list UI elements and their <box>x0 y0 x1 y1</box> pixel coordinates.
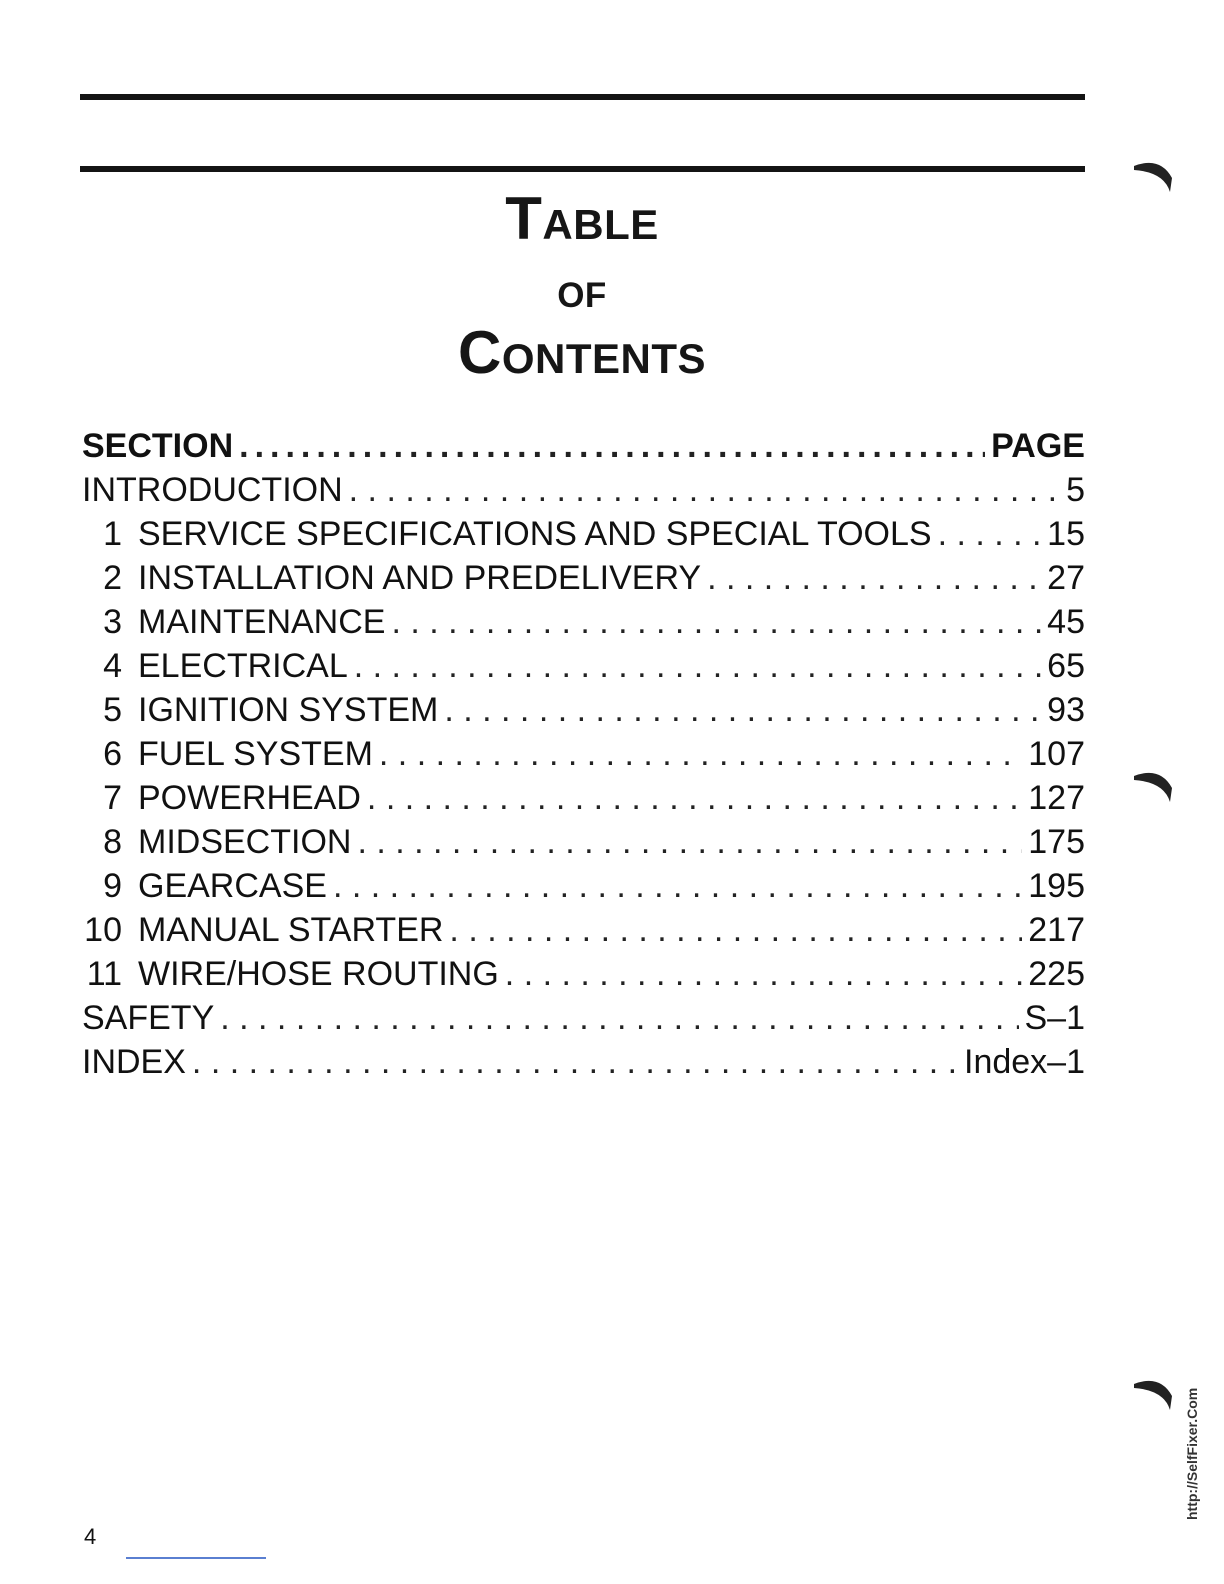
section-number: 11 <box>86 955 122 993</box>
section-title: SERVICE SPECIFICATIONS AND SPECIAL TOOLS <box>138 515 932 553</box>
page-reference: 175 <box>1028 823 1085 861</box>
binder-hole-icon <box>1130 156 1180 196</box>
section-title: POWERHEAD <box>138 779 361 817</box>
top-rule <box>80 94 1085 100</box>
dot-leader <box>354 644 1041 688</box>
section-title: GEARCASE <box>138 867 327 905</box>
page-reference: 45 <box>1047 603 1085 641</box>
dot-leader <box>333 864 1022 908</box>
section-number: 9 <box>103 867 122 905</box>
dot-leader <box>444 688 1041 732</box>
toc-entry[interactable] <box>82 908 1085 952</box>
page-number: 4 <box>84 1524 97 1549</box>
dot-leader <box>505 952 1022 996</box>
page-reference: 195 <box>1028 867 1085 905</box>
page-reference: 15 <box>1047 515 1085 553</box>
section-title: SAFETY <box>82 999 215 1037</box>
toc-entry[interactable] <box>82 820 1085 864</box>
section-title: ELECTRICAL <box>138 647 348 685</box>
toc-entry[interactable] <box>82 864 1085 908</box>
section-title: MANUAL STARTER <box>138 911 444 949</box>
section-number: 8 <box>103 823 122 861</box>
section-title: INDEX <box>82 1043 186 1081</box>
section-number: 5 <box>103 691 122 729</box>
toc-entry[interactable] <box>82 1040 1085 1084</box>
toc-entry[interactable] <box>82 776 1085 820</box>
toc-entry[interactable] <box>82 468 1085 512</box>
page-reference: 217 <box>1028 911 1085 949</box>
page-reference: 225 <box>1028 955 1085 993</box>
page-reference: S–1 <box>1024 999 1085 1037</box>
section-number: 1 <box>103 515 122 553</box>
section-title: FUEL SYSTEM <box>138 735 373 773</box>
dot-leader <box>192 1040 958 1084</box>
title-line-1: Table <box>505 185 659 252</box>
page-reference: 27 <box>1047 559 1085 597</box>
watermark-url[interactable]: http://SelfFixer.Com <box>1184 1387 1200 1520</box>
section-number: 7 <box>103 779 122 817</box>
section-title: INTRODUCTION <box>82 471 343 509</box>
page-reference: 65 <box>1047 647 1085 685</box>
toc-entry[interactable] <box>82 688 1085 732</box>
page-reference: 93 <box>1047 691 1085 729</box>
section-number: 2 <box>103 559 122 597</box>
dot-leader <box>357 820 1022 864</box>
section-header: SECTION <box>82 427 234 465</box>
dot-leader <box>938 512 1042 556</box>
section-number: 10 <box>84 911 122 949</box>
toc-entry[interactable] <box>82 732 1085 776</box>
section-title: MAINTENANCE <box>138 603 386 641</box>
dot-leader <box>220 996 1018 1040</box>
dot-leader <box>379 732 1022 776</box>
second-rule <box>80 166 1085 172</box>
footer-line <box>126 1557 266 1559</box>
section-number: 6 <box>103 735 122 773</box>
dot-leader <box>707 556 1041 600</box>
dot-leader <box>349 468 1060 512</box>
toc-entry[interactable] <box>82 952 1085 996</box>
section-title: WIRE/HOSE ROUTING <box>138 955 499 993</box>
page-reference: 107 <box>1028 735 1085 773</box>
toc-entry[interactable] <box>82 644 1085 688</box>
dot-leader <box>239 424 985 468</box>
page-reference: Index–1 <box>964 1043 1085 1081</box>
section-title: IGNITION SYSTEM <box>138 691 439 729</box>
dot-leader <box>391 600 1041 644</box>
toc-header <box>82 424 1085 468</box>
page-reference: 127 <box>1028 779 1085 817</box>
section-number: 4 <box>103 647 122 685</box>
title-line-2: of <box>557 262 607 318</box>
section-title: INSTALLATION AND PREDELIVERY <box>138 559 702 597</box>
section-number: 3 <box>103 603 122 641</box>
binder-hole-icon <box>1130 766 1180 806</box>
dot-leader <box>449 908 1022 952</box>
toc-entry[interactable] <box>82 512 1085 556</box>
toc-entry[interactable] <box>82 996 1085 1040</box>
page-header: PAGE <box>991 427 1085 465</box>
table-of-contents <box>82 424 1085 1084</box>
section-title: MIDSECTION <box>138 823 352 861</box>
toc-entry[interactable] <box>82 556 1085 600</box>
page-reference: 5 <box>1066 471 1085 509</box>
title-line-3: Contents <box>458 319 706 386</box>
dot-leader <box>367 776 1022 820</box>
binder-hole-icon <box>1130 1374 1180 1414</box>
toc-entry[interactable] <box>82 600 1085 644</box>
